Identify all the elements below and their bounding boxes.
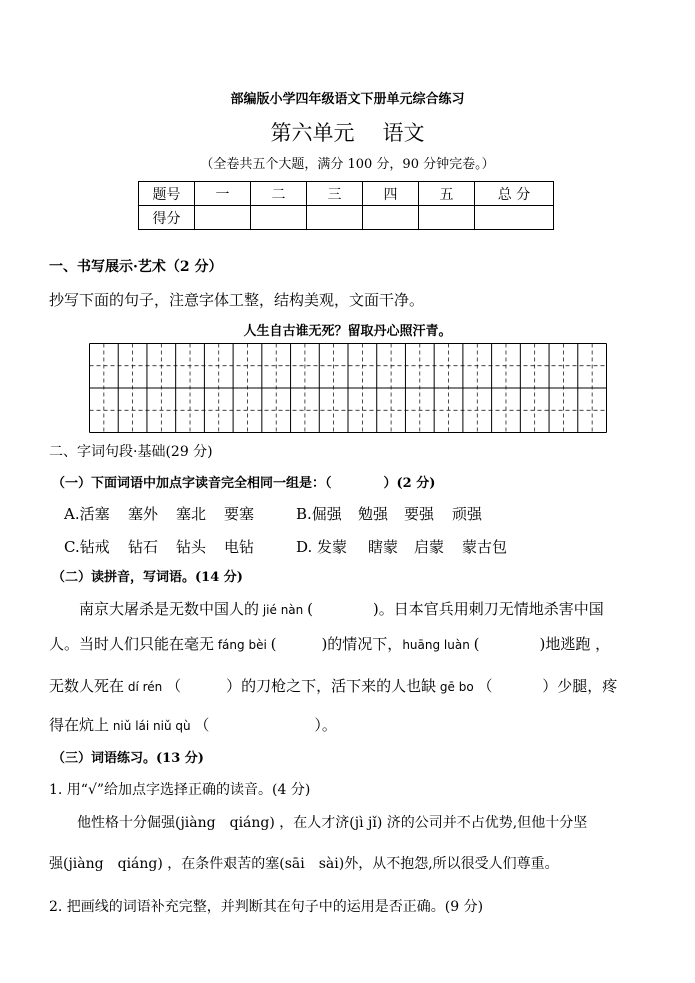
section1-instruction: 抄写下面的句子，注意字体工整，结构美观，文面干净。: [49, 291, 425, 309]
option-word: A.活塞: [64, 505, 110, 523]
option-d: [296, 536, 522, 557]
option-word: 勉强: [358, 505, 389, 523]
pinyin-line-3: [49, 675, 649, 696]
option-word: B.倔强: [296, 505, 342, 523]
pinyin-line-1: [49, 598, 649, 619]
q3-paragraph-line-2: 强(jiàng qiáng) ，在条件艰苦的塞(sāi sài)外，从不抱怨,所以很受人们尊重。: [49, 856, 559, 872]
option-word: 要强: [404, 505, 435, 523]
option-word: 塞北: [176, 505, 207, 523]
exam-info: （全卷共五个大题，满分 100 分，90 分钟完卷。）: [200, 157, 495, 172]
pinyin: gē bo: [436, 680, 478, 694]
text-segment: 南京大屠杀是无数中国人的: [49, 600, 260, 618]
option-a: [64, 503, 284, 524]
subject-title: 语文: [382, 121, 425, 145]
pinyin-line-4: [49, 714, 649, 735]
option-word: 电钻: [224, 538, 255, 556]
score-cell: 五: [419, 182, 475, 206]
option-word: C.钻戒: [64, 538, 110, 556]
pinyin: fáng bèi: [214, 638, 271, 652]
score-cell: 题号: [139, 182, 195, 206]
option-word: 蒙古包: [462, 538, 508, 556]
q3-paragraph-line-1: 他性格十分倔强(jiàng qiáng) ，在人才济(jì jǐ) 济的公司并不占优势,但他十分坚: [49, 815, 588, 831]
writing-grid[interactable]: [89, 343, 607, 433]
q1-title: （一）下面词语中加点字读音完全相同一组是：（ ）(2 分): [52, 476, 436, 491]
answer-blank[interactable]: ( )。日本官兵用刺刀无情地杀害中国: [307, 600, 604, 618]
answer-blank[interactable]: （ ）少腿，疼: [477, 677, 618, 695]
pinyin-line-2: [49, 633, 649, 654]
copy-sentence: 人生自古谁无死？留取丹心照汗青。: [243, 324, 452, 339]
text-segment: 无数人死在: [49, 677, 125, 695]
answer-blank[interactable]: ( )的情况下，: [270, 635, 403, 653]
section2-heading: 二、字词句段·基础(29 分): [49, 444, 213, 460]
pinyin: jié nàn: [259, 603, 308, 617]
score-value-row: [139, 206, 554, 230]
option-word: 钻头: [176, 538, 207, 556]
score-table: [138, 181, 554, 230]
option-word: 瞎蒙: [368, 538, 399, 556]
answer-blank[interactable]: （ ）的刀枪之下，活下来的人也缺: [166, 677, 437, 695]
option-word: 顽强: [452, 505, 483, 523]
option-word: 要塞: [224, 505, 255, 523]
worksheet-subtitle: 部编版小学四年级语文下册单元综合练习: [230, 92, 465, 107]
score-cell: 一: [195, 182, 251, 206]
score-header-row: [139, 182, 554, 206]
unit-title: 第六单元: [270, 121, 355, 145]
score-blank[interactable]: [363, 206, 419, 230]
score-blank[interactable]: [307, 206, 363, 230]
text-segment: 得在炕上: [49, 716, 110, 734]
option-word: 塞外: [128, 505, 159, 523]
option-word: D. 发蒙: [296, 538, 348, 556]
score-cell: 三: [307, 182, 363, 206]
pinyin: dí rén: [124, 680, 167, 694]
text-segment: 人。当时人们只能在毫无: [49, 635, 215, 653]
q2-title: （二）读拼音，写词语。(14 分): [52, 570, 243, 585]
option-word: 钻石: [128, 538, 159, 556]
score-blank[interactable]: [475, 206, 554, 230]
section1-heading: 一、书写展示·艺术（2 分）: [49, 259, 223, 275]
q3-title: （三）词语练习。(13 分): [52, 751, 204, 766]
score-blank[interactable]: [419, 206, 475, 230]
page-title: [0, 117, 695, 147]
q3-item-1: 1. 用“√”给加点字选择正确的读音。(4 分): [49, 782, 311, 798]
score-cell: 得分: [139, 206, 195, 230]
score-cell: 总 分: [475, 182, 554, 206]
option-word: 启蒙: [414, 538, 445, 556]
score-cell: 二: [251, 182, 307, 206]
option-b: [296, 503, 500, 524]
option-c: [64, 536, 284, 557]
score-blank[interactable]: [195, 206, 251, 230]
score-cell: 四: [363, 182, 419, 206]
pinyin: huāng luàn: [402, 638, 474, 652]
score-blank[interactable]: [251, 206, 307, 230]
answer-blank[interactable]: （ ）。: [194, 716, 337, 734]
q3-item-2: 2. 把画线的词语补充完整，并判断其在句子中的运用是否正确。(9 分): [49, 899, 484, 915]
pinyin: niǔ lái niǔ qù: [109, 719, 195, 733]
answer-blank[interactable]: ( )地逃跑 ，: [473, 635, 611, 653]
